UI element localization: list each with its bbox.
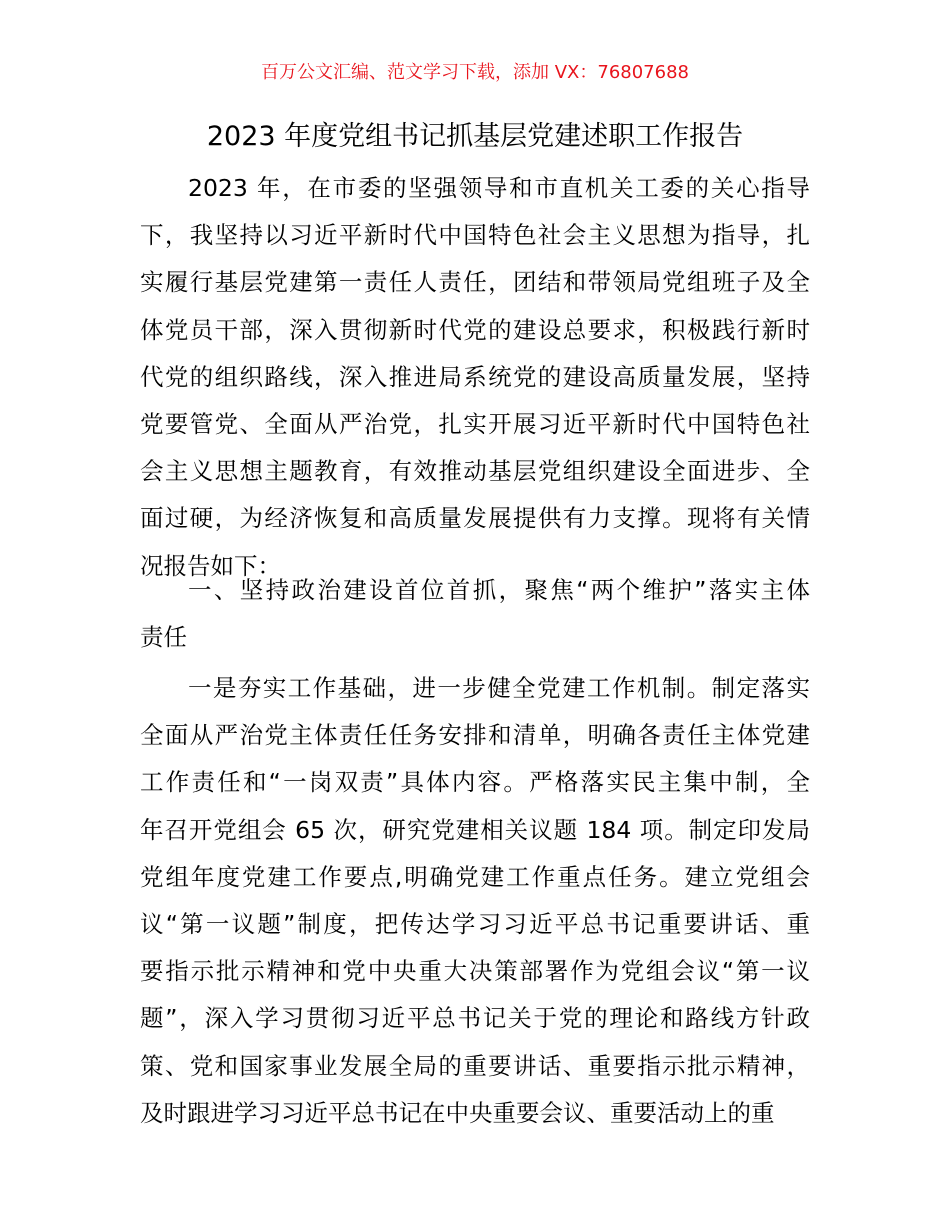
paragraph-line: 题”，深入学习贯彻习近平总书记关于党的理论和路线方针政 [140,1004,810,1033]
paragraph-line: 议“第一议题”制度，把传达学习习近平总书记重要讲话、重 [140,910,810,938]
paragraph-line: 会主义思想主题教育，有效推动基层党组织建设全面进步、全 [140,457,810,486]
paragraph-line: 党要管党、全面从严治党，扎实开展习近平新时代中国特色社 [140,410,810,438]
document-title: 2023 年度党组书记抓基层党建述职工作报告 [206,121,744,152]
paragraph-line: 及时跟进学习习近平总书记在中央重要会议、重要活动上的重 [140,1098,775,1127]
paragraph-line: 面过硬，为经济恢复和高质量发展提供有力支撑。现将有关情 [140,504,810,533]
paragraph-line: 况报告如下： [140,551,281,580]
section-heading-line: 一、坚持政治建设首位首抓，聚焦“两个维护”落实主体 [188,576,810,604]
paragraph-line: 实履行基层党建第一责任人责任，团结和带领局党组班子及全 [140,268,810,297]
paragraph-line: 2023 年，在市委的坚强领导和市直机关工委的关心指导 [188,174,810,202]
paragraph-line: 党组年度党建工作要点,明确党建工作重点任务。建立党组会 [140,862,810,891]
paragraph-line: 代党的组织路线，深入推进局系统党的建设高质量发展，坚持 [140,362,810,391]
paragraph-line: 要指示批示精神和党中央重大决策部署作为党组会议“第一议 [140,957,810,986]
paragraph-line: 工作责任和“一岗双责”具体内容。严格落实民主集中制，全 [140,768,810,797]
paragraph-line: 策、党和国家事业发展全局的重要讲话、重要指示批示精神， [140,1051,810,1080]
paragraph-line: 体党员干部，深入贯彻新时代党的建设总要求，积极践行新时 [140,315,810,344]
paragraph-line: 一是夯实工作基础，进一步健全党建工作机制。制定落实 [188,674,810,702]
watermark-header: 百万公文汇编、范文学习下载，添加 VX：76807688 [261,62,689,83]
paragraph-line: 全面从严治党主体责任任务安排和清单，明确各责任主体党建 [140,721,810,750]
paragraph-line: 下，我坚持以习近平新时代中国特色社会主义思想为指导，扎 [140,221,810,250]
paragraph-line: 年召开党组会 65 次，研究党建相关议题 184 项。制定印发局 [140,815,810,844]
section-heading-line: 责任 [140,623,187,652]
